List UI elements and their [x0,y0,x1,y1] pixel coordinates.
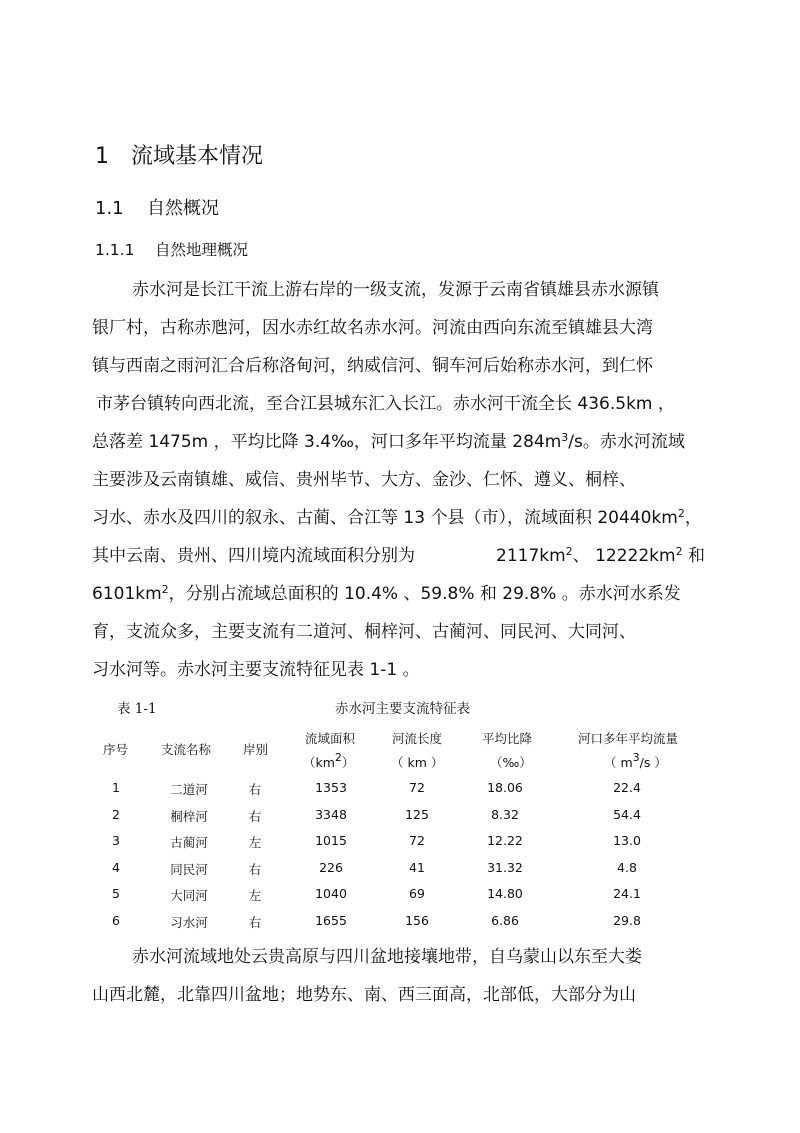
paragraph-line: 其中云南、贵州、四川境内流域面积分别为 [92,546,415,566]
table-unit [303,753,354,771]
table-cell: 12.22 [487,833,523,849]
paragraph-line: 赤水河流域地处云贵高原与四川盆地接壤地带，自乌蒙山以东至大娄 [132,947,642,967]
paragraph-line: 育，支流众多，主要支流有二道河、桐梓河、古蔺河、同民河、大同河、 [92,622,636,642]
unit-text: ） [341,755,355,770]
table-header: 河口多年平均流量 [578,731,679,746]
table-cell: 右 [248,915,262,930]
superscript: 2 [565,545,573,558]
section-number: 1 [95,144,109,169]
table-cell: 13.0 [613,833,641,849]
table-header: 岸别 [243,742,269,757]
table-cell: 二道河 [170,782,208,797]
table-cell: 3 [112,833,120,849]
text-run: 习水、赤水及四川的叙永、古蔺、合江等 13 个县（市），流域面积 20440km [92,508,678,528]
text-run: 总落差 1475m ，平均比降 3.4‰，河口多年平均流量 284m [92,432,562,452]
paragraph-line: 山西北麓，北靠四川盆地；地势东、南、西三面高，北部低，大部分为山 [92,985,636,1005]
subsection-number: 1.1 [95,198,124,219]
superscript: 2 [675,545,683,558]
table-cell: 5 [112,886,120,902]
text-run: /s。赤水河流域 [568,432,685,452]
table-cell: 72 [409,780,425,795]
text-run: ， [684,508,702,528]
table-unit: （ km ） [391,755,444,770]
unit-text: /s ） [639,755,667,770]
table-cell: 1040 [315,886,347,902]
text-run: 、 12222km [572,546,676,566]
table-header: 序号 [103,742,129,757]
subsubsection-number: 1.1.1 [95,241,135,259]
table-unit [604,753,667,771]
table-header: 流域面积 [305,731,356,746]
table-cell: 右 [248,861,262,877]
table-cell: 习水河 [170,915,208,930]
table-cell: 22.4 [613,780,641,795]
subsection-title: 自然概况 [147,198,219,219]
unit-text: （km [303,755,335,770]
section-heading [95,139,263,170]
table-cell: 古蔺河 [170,835,208,851]
text-run: ，分别占流域总面积的 10.4% 、59.8% 和 29.8% 。赤水河水系发 [168,584,681,604]
paragraph-line [92,579,681,604]
table-cell: 72 [409,833,425,849]
paragraph-line [92,427,685,452]
text-run: 2117km [496,546,566,566]
table-cell: 大同河 [170,888,208,904]
text-run: 6101km [92,584,162,604]
table-caption-number: 表 1-1 [117,701,157,717]
table-cell: 右 [248,782,262,797]
paragraph-line: 市茅台镇转向西北流，至合江县城东汇入长江。赤水河干流全长 436.5km ， [96,394,675,414]
table-cell: 1015 [315,833,347,849]
paragraph-line-area-values [496,541,705,566]
table-header: 河流长度 [392,731,443,746]
table-cell: 156 [405,913,429,928]
table-cell: 54.4 [613,806,641,822]
table-caption-title: 赤水河主要支流特征表 [335,701,470,717]
subsection-heading [95,194,219,220]
table-cell: 1655 [315,913,347,928]
text-run: 和 [687,546,705,566]
table-cell: 左 [248,835,262,851]
table-cell: 左 [248,888,262,904]
table-cell: 24.1 [613,886,641,902]
subsubsection-title: 自然地理概况 [155,241,249,259]
unit-text: （ m [604,755,633,770]
table-cell: 4 [112,859,120,875]
paragraph-line: 镇与西南之雨河汇合后称洛甸河，纳威信河、铜车河后始称赤水河，到仁怀 [92,356,653,376]
section-title: 流域基本情况 [131,144,264,169]
table-cell: 31.32 [487,859,523,875]
table-cell: 69 [409,886,425,902]
table-cell: 18.06 [487,780,523,795]
superscript: 3 [632,751,640,764]
table-cell: 3348 [315,806,347,822]
table-cell: 1353 [315,780,347,795]
table-cell: 右 [248,808,262,824]
superscript: 3 [561,431,569,444]
table-header: 支流名称 [161,742,212,757]
paragraph-line [92,503,702,528]
table-cell: 6 [112,913,120,928]
table-cell: 6.86 [491,913,519,928]
subsubsection-heading [95,238,248,260]
table-cell: 8.32 [491,806,519,822]
superscript: 2 [161,583,169,596]
table-cell: 125 [405,806,429,822]
table-cell: 1 [112,780,120,795]
table-header: 平均比降 [482,731,533,746]
paragraph-line: 赤水河是长江干流上游右岸的一级支流，发源于云南省镇雄县赤水源镇 [132,280,659,300]
table-unit: （‰） [490,755,532,770]
table-cell: 同民河 [170,861,208,877]
table-cell: 4.8 [617,859,637,875]
superscript: 2 [677,507,685,520]
paragraph-line: 习水河等。赤水河主要支流特征见表 1-1 。 [92,660,420,680]
paragraph-line: 主要涉及云南镇雄、威信、贵州毕节、大方、金沙、仁怀、遵义、桐梓、 [92,470,636,490]
table-cell: 2 [112,806,120,822]
superscript: 2 [334,751,342,764]
table-cell: 226 [319,859,343,875]
table-cell: 桐梓河 [170,808,208,824]
table-cell: 41 [409,859,425,875]
table-cell: 29.8 [613,913,641,928]
paragraph-line: 银厂村，古称赤虺河，因水赤红故名赤水河。河流由西向东流至镇雄县大湾 [92,318,653,338]
table-cell: 14.80 [487,886,523,902]
